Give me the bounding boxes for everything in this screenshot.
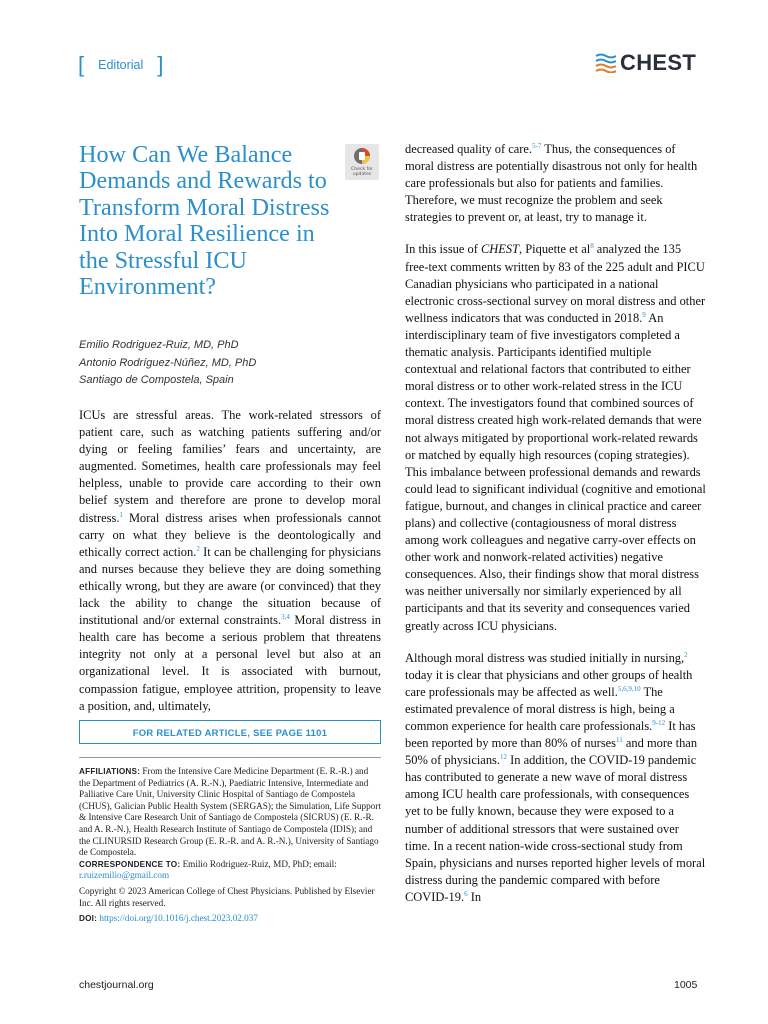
journal-url[interactable]: chestjournal.org bbox=[79, 979, 154, 991]
check-for-updates-badge[interactable] bbox=[345, 144, 379, 180]
doi-link[interactable]: https://doi.org/10.1016/j.chest.2023.02.037 bbox=[97, 913, 258, 924]
citation-ref[interactable]: 2 bbox=[196, 544, 200, 553]
citation-ref[interactable]: 5,6,9,10 bbox=[617, 684, 641, 693]
citation-ref[interactable]: 6 bbox=[464, 889, 468, 898]
chest-logo bbox=[594, 50, 696, 76]
citation-ref[interactable]: 3,4 bbox=[281, 613, 290, 622]
citation-ref[interactable]: 9 bbox=[642, 310, 646, 319]
correspondence: CORRESPONDENCE TO: Emilio Rodriguez-Ruiz, MD, PhD; email: r.ruizemilio@gmail.com bbox=[79, 858, 337, 881]
affiliations-label: AFFILIATIONS: bbox=[79, 767, 141, 776]
author-location: Santiago de Compostela, Spain bbox=[79, 374, 234, 386]
body-paragraph: In this issue of CHEST, Piquette et $al^8$ analyzed the 135 free-text comments written by 83 of the 225 adult and PICU Canadian physicians who participated in a national electronic cross-sectional survey on moral distress and other wellness indicators that was conducted in 2018.$^9$ An interdisciplinary team of five investigators completed a thematic analysis. Participants identified multiple contextual and relational factors that contributed to either moral distress or to other work-related stress in the ICU context. The investigators found that combined sources of moral distress created high work-related demands that were not always mitigated by proportional work-related rewards or matched by equally high resources (coping strategies). This imbalance between professional demands and rewards could lead to significant individual (cognitive and emotional fatigue, burnout, and changes in clinical practice and career plans) and collective (contagiousness of moral distress among work colleagues and negative carry-over effects on other work and nonwork-related activities) negative consequences. Also, their findings show that moral distress was neither universally nor similarly experienced by all participants and that its severity and consequences varied greatly across ICU physicians. bbox=[405, 242, 706, 633]
citation-ref[interactable]: 5-7 bbox=[532, 142, 542, 150]
citation-ref[interactable]: 11 bbox=[616, 736, 623, 745]
body-paragraph: ICUs are stressful areas. The work-related stressors of patient care, such as watching patients suffering and/or dying or feeling families’ fears and uncertainty, are augmented. Sometimes, health care professionals may feel helpless, unable to provide care according to their own belief system and therefore are prone to develop moral distress.$^1$ Moral distress arises when professionals cannot carry on what they believe is the deontologically and ethically correct action.$^2$ It can be challenging for physicians and nurses because they believe they are doing something ethically wrong, but they are aware (or convinced) that they lack the ability to change the situation because of institutional and/or external constraints.$^{3,4}$ Moral distress in health care has become a serious problem that threatens integrity not only at a personal level but also at an organizational level. It is associated with burnout, compassion fatigue, employee attrition, propensity to leave a position, and, ultimately, bbox=[79, 408, 381, 713]
doi-label: DOI: bbox=[79, 914, 98, 924]
author-line: Antonio Rodríguez-Núñez, MD, PhD bbox=[79, 356, 257, 369]
citation-ref[interactable]: 12 bbox=[500, 753, 507, 762]
author-list bbox=[79, 337, 256, 390]
citation-ref[interactable]: 2 bbox=[684, 650, 688, 659]
logo-text: CHEST bbox=[620, 50, 697, 75]
doi bbox=[79, 913, 381, 925]
copyright: Copyright © 2023 American College of Chest Physicians. Published by Elsevier Inc. All rights reserved. bbox=[79, 885, 375, 908]
section-label: Editorial bbox=[98, 58, 144, 72]
section-tag bbox=[78, 54, 163, 76]
right-bracket-icon: ] bbox=[157, 52, 164, 77]
left-bracket-icon: [ bbox=[78, 52, 85, 77]
body-paragraph: decreased quality of care.$^{5-7}$ Thus, the consequences of moral distress are potentially disastrous not only for health care professionals but also for patients and families. Therefore, we must recognize the problem and seek strategies to prevent or, at least, try to manage it. bbox=[405, 142, 698, 225]
article-title: How Can We Balance Demands and Rewards to Transform Moral Distress Into Moral Resilience in the Stressful ICU Environment? bbox=[79, 141, 330, 301]
author-line: Emilio Rodriguez-Ruiz, MD, PhD bbox=[79, 339, 239, 351]
citation-ref[interactable]: 1 bbox=[119, 510, 123, 519]
email-link[interactable]: r.ruizemilio@gmail.com bbox=[79, 870, 170, 881]
front-matter bbox=[79, 766, 381, 925]
chest-logo-icon bbox=[594, 53, 616, 73]
crossmark-icon bbox=[353, 147, 371, 165]
left-column-body bbox=[79, 407, 381, 715]
related-article-link[interactable]: FOR RELATED ARTICLE, SEE PAGE 1101 bbox=[79, 720, 381, 744]
citation-ref[interactable]: 9-12 bbox=[652, 719, 666, 727]
right-column-body bbox=[405, 141, 706, 921]
affiliations: AFFILIATIONS: From the Intensive Care Medicine Department (E. R.-R.) and the Department of Pediatrics (A. R.-N.), Paediatric Intensive, Intermediate and Palliative Care Unit, University Clinic Hospital of Santiago de Compostela (CHUS), Galician Public Health System (SERGAS); the Simulation, Life Support & Intensive Care Research Unit of Santiago de Compostela (SICRUS) (E. R.-R. and A. R.-N.), Health Research Institute of Santiago de Compostela (IDIS); and the CLINURSID Research Group (E. R.-R. and A. R.-N.), University of Santiago de Compostela. bbox=[79, 766, 381, 858]
body-paragraph: Although moral distress was studied initially in nursing,$^2$ today it is clear that physicians and other groups of health care professionals may be affected as well.$^{5,6,9,10}$ The estimated prevalence of moral distress is high, being a common experience for health care professionals.$^{9-12}$ It has been reported by more than 80% of nurses$^{11}$ and more than 50% of physicians.$^{12}$ In addition, the COVID-19 pandemic has contributed to generate a new wave of moral distress among ICU health care professionals, with consequences yet to be fully known, because they were exposed to a number of additional stressors that were sustained over time. In a recent nation-wide cross-sectional study from Spain, physicians and nurses reported higher levels of moral distress during the pandemic compared with before COVID-19.$^6$ In bbox=[405, 650, 706, 904]
page-number: 1005 bbox=[674, 979, 698, 991]
citation-ref[interactable]: 8 bbox=[590, 242, 594, 251]
correspondence-label: CORRESPONDENCE TO: bbox=[79, 859, 181, 869]
crossmark-label: Check for updates bbox=[351, 167, 373, 177]
divider bbox=[79, 757, 381, 758]
journal-name: CHEST bbox=[481, 242, 520, 257]
